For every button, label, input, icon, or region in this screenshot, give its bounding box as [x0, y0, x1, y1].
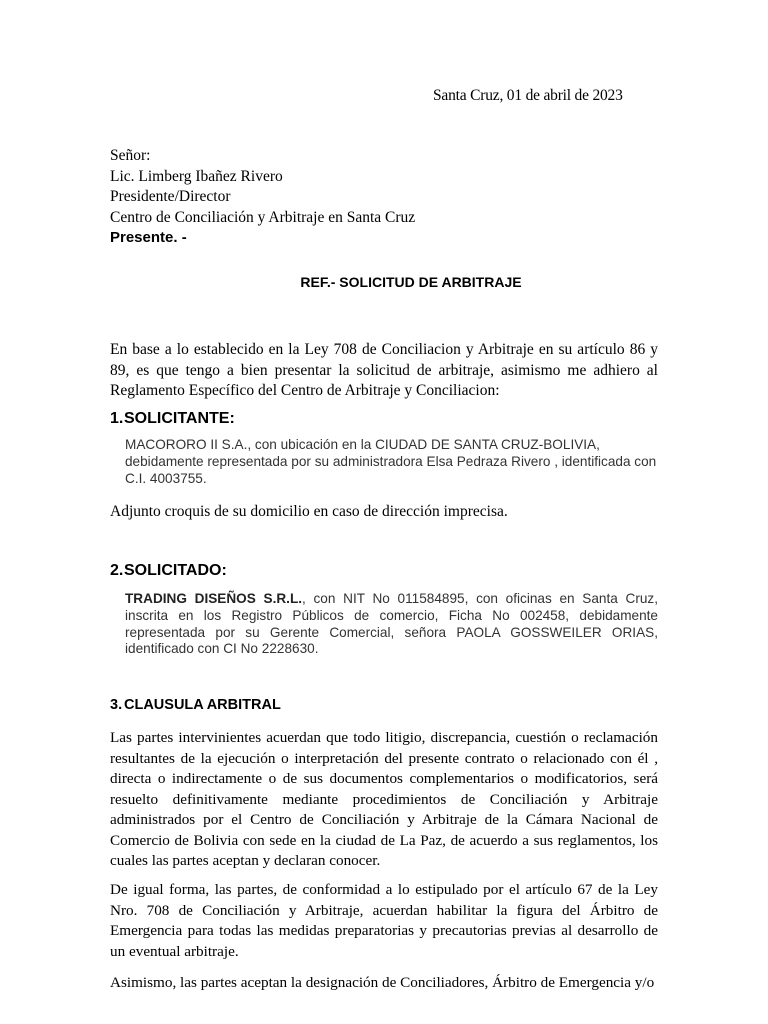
- addressee-organization: Centro de Conciliación y Arbitraje en Santa Cruz: [110, 208, 416, 226]
- company-name: TRADING DISEÑOS S.R.L.: [125, 591, 303, 606]
- section-title: SOLICITADO:: [124, 562, 227, 579]
- addressee-title: Presidente/Director: [110, 188, 231, 205]
- clausula-paragraph-1: Las partes intervinientes acuerdan que todo litigio, discrepancia, cuestión o reclamación resultantes de la ejecución o interpretación del presente contrato o relacionado con él , directa o indirectamente o de sus documentos complementarios o modificatorios, será resuelto definitivamente mediante procedimientos de Conciliación y Arbitraje administrados por el Centro de Conciliación y Arbitraje de la Cámara Nacional de Comercio de Bolivia con sede en la ciudad de La Paz, de acuerdo a sus reglamentos, los cuales las partes aceptan y declaran conocer.: [110, 729, 658, 869]
- section-solicitante-heading: [110, 410, 235, 428]
- addressee-block: [110, 146, 415, 248]
- section-solicitado-heading: [110, 562, 227, 580]
- addressee-name: Lic. Limberg Ibañez Rivero: [110, 167, 283, 185]
- solicitante-body: MACORORO II S.A., con ubicación en la CIUDAD DE SANTA CRUZ-BOLIVIA, debidamente representada por su administradora Elsa Pedraza Rivero , identificada con C.I. 4003755.: [125, 437, 657, 486]
- section-number: 3.: [110, 697, 123, 713]
- presente-line: Presente. -: [110, 229, 187, 246]
- clausula-paragraph-3: Asimismo, las partes aceptan la designación de Conciliadores, Árbitro de Emergencia y/o: [110, 974, 655, 991]
- letter-date: Santa Cruz, 01 de abril de 2023: [433, 87, 623, 104]
- reference-heading: REF.- SOLICITUD DE ARBITRAJE: [300, 274, 522, 290]
- intro-paragraph: En base a lo establecido en la Ley 708 de Conciliacion y Arbitraje en su artículo 86 y 89, es que tengo a bien presentar la solicitud de arbitraje, asimismo me adhiero al Reglamento Específico del Centro de Arbitraje y Conciliacion:: [110, 341, 658, 399]
- solicitante-note: Adjunto croquis de su domicilio en caso de dirección imprecisa.: [110, 503, 508, 520]
- solicitado-body: [125, 591, 658, 658]
- section-title: CLAUSULA ARBITRAL: [124, 697, 281, 713]
- section-clausula-heading: [110, 697, 281, 713]
- section-number: 2.: [110, 562, 124, 579]
- salutation: Señor:: [110, 147, 151, 164]
- section-number: 1.: [110, 410, 124, 427]
- solicitado-details: , con NIT No 011584895, con oficinas en Santa Cruz, inscrita en los Registro Públicos de comercio, Ficha No 002458, debidamente representada por su Gerente Comercial, señora PAOLA GOSSWEILER ORIAS, identificado con CI No 2228630.: [125, 591, 658, 657]
- section-title: SOLICITANTE:: [124, 410, 235, 427]
- clausula-paragraph-2: De igual forma, las partes, de conformidad a lo estipulado por el artículo 67 de la Ley Nro. 708 de Conciliación y Arbitraje, acuerdan habilitar la figura del Árbitro de Emergencia para todas las medidas preparatorias y precautorias previas al desarrollo de un eventual arbitraje.: [110, 881, 658, 960]
